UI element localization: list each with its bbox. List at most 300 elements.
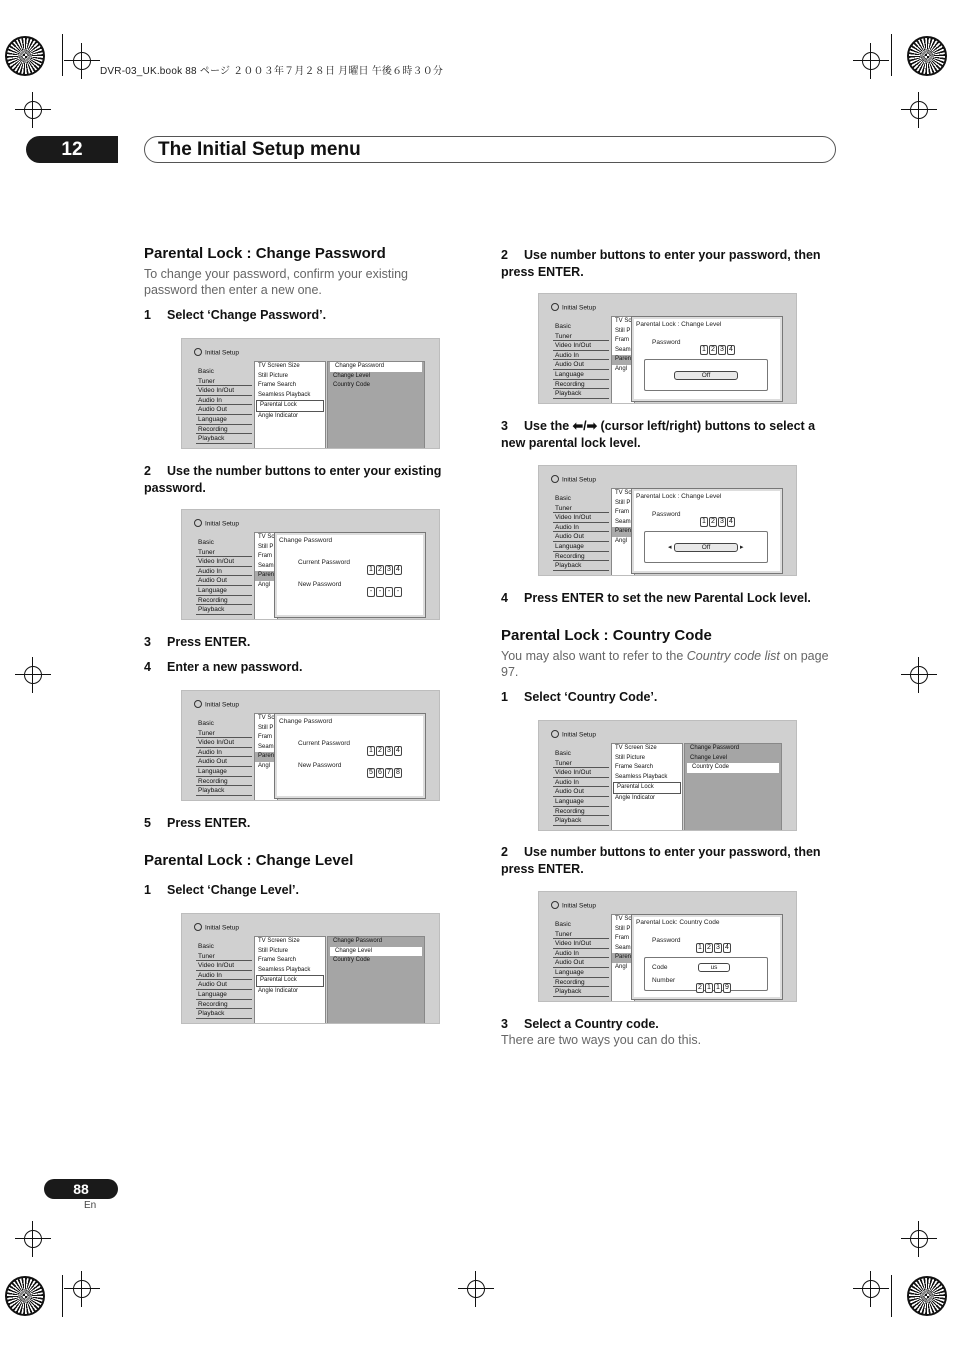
option-selected[interactable]: Country Code [687, 763, 779, 773]
step-1-country-code [501, 689, 657, 706]
submenu-item[interactable]: Still P [615, 925, 631, 932]
current-password-label: Current Password [298, 559, 351, 566]
submenu-item[interactable]: Fram [258, 734, 272, 741]
step-1-change-level [144, 882, 299, 899]
intro-text: You may also want to refer to the [501, 649, 687, 663]
osd-submenu [254, 361, 326, 449]
menu-item[interactable]: Audio Out [553, 532, 609, 542]
setup-icon [194, 519, 202, 527]
step-text: Use number buttons to enter your password, then press ENTER. [501, 248, 821, 279]
menu-item[interactable]: Audio Out [553, 787, 609, 797]
option-item[interactable]: Change Level [333, 372, 371, 379]
menu-item[interactable]: Basic [198, 368, 214, 375]
menu-item[interactable]: Tuner [196, 729, 252, 739]
submenu-item[interactable]: Still P [258, 543, 274, 550]
number-digits[interactable] [696, 976, 732, 994]
digit: 3 [714, 943, 722, 953]
crosshair-mark [24, 666, 42, 684]
submenu-item-selected[interactable]: Paren [612, 527, 634, 537]
menu-item[interactable]: Video In/Out [196, 386, 252, 396]
osd-main-menu [196, 538, 252, 615]
step-4-change-level [501, 590, 841, 607]
step-number: 3 [501, 419, 508, 433]
digit: 3 [718, 517, 726, 527]
menu-item[interactable]: Basic [555, 750, 571, 757]
osd-title-text: Initial Setup [205, 349, 239, 357]
submenu-item[interactable]: TV Sc [615, 318, 632, 324]
menu-item[interactable]: Tuner [553, 332, 609, 342]
step-text: Use the number buttons to enter your existing password. [144, 464, 442, 495]
menu-item[interactable]: Audio In [196, 748, 252, 758]
crop-mark [62, 1275, 63, 1317]
level-selector[interactable]: Off [674, 543, 738, 552]
submenu-item[interactable]: Still P [615, 327, 631, 334]
osd-title-text: Initial Setup [562, 304, 596, 312]
crosshair-mark [910, 101, 928, 119]
menu-item[interactable]: Recording [196, 777, 252, 787]
submenu-item[interactable]: Seam [615, 944, 631, 951]
menu-item[interactable]: Recording [553, 978, 609, 988]
setup-icon [551, 730, 559, 738]
dialog-title: Parental Lock : Change Level [636, 321, 722, 328]
new-password-digits[interactable] [367, 580, 403, 598]
osd-main-menu [553, 494, 609, 571]
digit: 1 [714, 983, 722, 993]
crop-mark [62, 34, 63, 76]
crop-mark [891, 1275, 892, 1317]
new-password-digits[interactable] [367, 761, 403, 779]
registration-sun-bottom-left [5, 1276, 45, 1316]
digit: 1 [700, 517, 708, 527]
crosshair-mark [910, 666, 928, 684]
current-password-digits[interactable] [367, 739, 403, 757]
option-selected[interactable]: Change Password [330, 362, 422, 372]
step-5-change-password [144, 815, 250, 832]
change-level-dialog [631, 316, 783, 402]
digit: 3 [718, 345, 726, 355]
submenu-item[interactable]: Still P [258, 724, 274, 731]
step-number: 3 [144, 635, 151, 649]
digit: 4 [394, 565, 402, 575]
password-label: Password [652, 511, 681, 518]
intro-change-password: To change your password, confirm your existing password then enter a new one. [144, 267, 409, 297]
menu-item[interactable]: Audio In [553, 351, 609, 361]
osd-country-code-dialog [538, 891, 797, 1002]
step-text: Select ‘Change Password’. [167, 308, 327, 322]
menu-item[interactable]: Recording [196, 425, 252, 435]
registration-sun-top-left [5, 36, 45, 76]
submenu-item[interactable]: Frame Search [615, 764, 654, 771]
crosshair-mark [73, 1280, 91, 1298]
step-text: Press ENTER to set the new Parental Lock level. [524, 591, 811, 605]
menu-item[interactable]: Audio In [196, 971, 252, 981]
digit: 1 [700, 345, 708, 355]
heading-country-code: Parental Lock : Country Code [501, 627, 712, 644]
menu-item[interactable]: Tuner [553, 930, 609, 940]
menu-item[interactable]: Video In/Out [553, 513, 609, 523]
menu-item[interactable]: Recording [196, 596, 252, 606]
step-1-change-password [144, 307, 474, 324]
current-password-label: Current Password [298, 740, 351, 747]
osd-title [551, 902, 596, 910]
digit: 1 [696, 943, 704, 953]
menu-item[interactable]: Audio In [196, 396, 252, 406]
osd-title [194, 924, 239, 932]
submenu-item[interactable]: Angl [615, 365, 628, 372]
submenu-item[interactable]: Still Picture [615, 754, 646, 761]
osd-title [551, 304, 596, 312]
setup-icon [194, 923, 202, 931]
dialog-title: Parental Lock : Change Level [636, 493, 722, 500]
code-label: Code [652, 964, 668, 971]
menu-item[interactable]: Video In/Out [196, 961, 252, 971]
menu-item[interactable]: Playback [553, 389, 609, 399]
step-number: 2 [501, 845, 508, 859]
digit: - [385, 587, 393, 597]
digit: 4 [394, 746, 402, 756]
menu-item[interactable]: Audio In [553, 949, 609, 959]
digit: - [367, 587, 375, 597]
osd-main-menu [553, 322, 609, 399]
menu-item[interactable]: Basic [198, 720, 214, 727]
setup-icon [194, 348, 202, 356]
chapter-title: The Initial Setup menu [158, 139, 361, 160]
menu-item[interactable]: Video In/Out [553, 768, 609, 778]
step-3-country-code [501, 1016, 659, 1033]
password-digits[interactable] [700, 338, 736, 356]
digit: 2 [709, 345, 717, 355]
osd-title-text: Initial Setup [205, 520, 239, 528]
menu-item[interactable]: Language [196, 767, 252, 777]
step-number: 5 [144, 816, 151, 830]
new-password-label: New Password [298, 581, 342, 588]
submenu-item[interactable]: Angl [258, 581, 271, 588]
step-3-change-password [144, 634, 250, 651]
level-selector[interactable]: Off [674, 371, 738, 380]
option-item[interactable]: Change Password [333, 938, 383, 944]
step-number: 2 [501, 248, 508, 262]
submenu-item[interactable]: Fram [615, 337, 629, 344]
submenu-item[interactable]: Still P [615, 499, 631, 506]
heading-change-level: Parental Lock : Change Level [144, 852, 354, 869]
step-number: 1 [144, 883, 151, 897]
change-level-dialog [631, 488, 783, 574]
digit: 3 [385, 746, 393, 756]
menu-item[interactable]: Recording [196, 1000, 252, 1010]
menu-item[interactable]: Video In/Out [196, 738, 252, 748]
step-number: 1 [144, 308, 151, 322]
menu-item[interactable]: Tuner [196, 377, 252, 387]
menu-item[interactable]: Playback [553, 816, 609, 826]
print-header: DVR-03_UK.book 88 ページ ２００３年７月２８日 月曜日 午後６時３０分 [100, 66, 444, 77]
osd-options [327, 936, 425, 1024]
menu-item[interactable]: Basic [555, 495, 571, 502]
menu-item[interactable]: Tuner [553, 504, 609, 514]
submenu-item-selected[interactable]: Paren [612, 953, 634, 963]
step-number: 1 [501, 690, 508, 704]
submenu-item[interactable]: TV Sc [258, 715, 275, 721]
menu-item[interactable]: Audio Out [553, 958, 609, 968]
osd-select-country-code [538, 720, 797, 831]
number-label: Number [652, 977, 676, 984]
step-number: 2 [144, 464, 151, 478]
registration-sun-top-right [907, 36, 947, 76]
menu-item[interactable]: Language [196, 990, 252, 1000]
digit: 5 [367, 768, 375, 778]
submenu-item[interactable]: Seamless Playback [615, 773, 668, 780]
osd-title [194, 520, 239, 528]
submenu-item[interactable]: TV Sc [258, 534, 275, 540]
submenu-item[interactable]: TV Sc [615, 490, 632, 496]
submenu-item[interactable]: Seamless Playback [258, 391, 311, 398]
step-text: Enter a new password. [167, 660, 303, 674]
country-code-dialog [631, 914, 783, 1000]
step-number: 4 [501, 591, 508, 605]
osd-main-menu [196, 942, 252, 1019]
digit: 1 [367, 565, 375, 575]
menu-item[interactable]: Recording [553, 380, 609, 390]
arrow-right-icon[interactable]: ▸ [740, 544, 744, 551]
menu-item[interactable]: Playback [196, 1009, 252, 1019]
submenu-item[interactable]: Angl [615, 963, 628, 970]
submenu-item-selected[interactable]: Paren [255, 571, 277, 581]
menu-item[interactable]: Audio Out [553, 360, 609, 370]
menu-item[interactable]: Basic [555, 921, 571, 928]
submenu-item[interactable]: Seam [615, 346, 631, 353]
step-text: Press ENTER. [167, 816, 251, 830]
osd-title [194, 349, 239, 357]
digit: 4 [727, 345, 735, 355]
osd-main-menu [196, 719, 252, 796]
submenu-item[interactable]: TV Sc [615, 916, 632, 922]
dialog-title: Change Password [279, 537, 333, 544]
osd-title [194, 701, 239, 709]
submenu-item[interactable]: Seam [615, 518, 631, 525]
digit: 6 [376, 768, 384, 778]
osd-submenu [254, 936, 326, 1024]
step-2-country-code [501, 844, 831, 877]
digit: 7 [385, 768, 393, 778]
dialog-title: Parental Lock: Country Code [636, 919, 720, 926]
step-3-change-level [501, 418, 841, 451]
step-text: Use the ⬅/➡ (cursor left/right) buttons to select a new parental lock level. [501, 419, 816, 450]
option-item[interactable]: Change Level [690, 754, 728, 761]
digit: - [394, 587, 402, 597]
menu-item[interactable]: Playback [196, 605, 252, 615]
setup-icon [194, 700, 202, 708]
menu-item[interactable]: Playback [196, 786, 252, 796]
change-password-dialog [274, 532, 426, 618]
submenu-item[interactable]: Angle Indicator [258, 987, 299, 994]
step-text: Select ‘Change Level’. [167, 883, 299, 897]
password-label: Password [652, 339, 681, 346]
page-number: 88 [73, 1181, 89, 1197]
step-text: Press ENTER. [167, 635, 251, 649]
crosshair-mark [24, 101, 42, 119]
menu-item[interactable]: Audio Out [196, 980, 252, 990]
osd-change-level-dialog [538, 293, 797, 404]
digit: 2 [376, 746, 384, 756]
menu-item[interactable]: Language [196, 415, 252, 425]
submenu-item-selected[interactable]: Paren [612, 355, 634, 365]
submenu-item[interactable]: Fram [615, 509, 629, 516]
setup-icon [551, 303, 559, 311]
osd-main-menu [196, 367, 252, 444]
digit: 8 [394, 768, 402, 778]
submenu-item[interactable]: Angle Indicator [258, 412, 299, 419]
submenu-item[interactable]: Seam [258, 562, 274, 569]
step-number: 3 [501, 1017, 508, 1031]
menu-item[interactable]: Language [553, 797, 609, 807]
crosshair-mark [910, 1230, 928, 1248]
menu-item[interactable]: Basic [198, 539, 214, 546]
current-password-digits[interactable] [367, 558, 403, 576]
language-code: En [84, 1200, 97, 1211]
menu-item[interactable]: Audio In [553, 523, 609, 533]
digit: 2 [709, 517, 717, 527]
menu-item[interactable]: Language [196, 586, 252, 596]
change-password-dialog [274, 713, 426, 799]
osd-title [551, 731, 596, 739]
submenu-item-selected[interactable]: Parental Lock [256, 975, 324, 987]
step-text: Select a Country code. [524, 1017, 659, 1031]
osd-change-password-dialog [181, 509, 440, 620]
digit: 2 [705, 943, 713, 953]
menu-item[interactable]: Playback [553, 987, 609, 997]
code-value[interactable]: us [698, 963, 730, 972]
digit: - [376, 587, 384, 597]
crop-mark [891, 34, 892, 76]
option-item[interactable]: Country Code [333, 382, 371, 389]
osd-main-menu [553, 920, 609, 997]
menu-item[interactable]: Tuner [553, 759, 609, 769]
digit: 1 [705, 983, 713, 993]
osd-title-text: Initial Setup [562, 902, 596, 910]
menu-item[interactable]: Video In/Out [196, 557, 252, 567]
osd-submenu [611, 743, 683, 831]
osd-main-menu [553, 749, 609, 826]
osd-title-text: Initial Setup [205, 924, 239, 932]
submenu-item[interactable]: Angl [258, 762, 271, 769]
digit: 4 [727, 517, 735, 527]
menu-item[interactable]: Audio Out [196, 576, 252, 586]
menu-item[interactable]: Video In/Out [553, 939, 609, 949]
step-text: Select ‘Country Code’. [524, 690, 658, 704]
digit: 3 [385, 565, 393, 575]
osd-title-text: Initial Setup [562, 476, 596, 484]
osd-select-change-level [181, 913, 440, 1024]
digit: 9 [723, 983, 731, 993]
note-country-code: There are two ways you can do this. [501, 1033, 702, 1047]
osd-options [327, 361, 425, 449]
menu-item[interactable]: Audio In [553, 778, 609, 788]
menu-item[interactable]: Video In/Out [553, 341, 609, 351]
menu-item[interactable]: Tuner [196, 548, 252, 558]
submenu-item[interactable]: Seamless Playback [258, 966, 311, 973]
digit: 2 [696, 983, 704, 993]
step-2-change-password [144, 463, 474, 496]
submenu-item[interactable]: TV Screen Size [258, 363, 300, 369]
arrow-left-icon[interactable]: ◂ [668, 544, 672, 551]
menu-item[interactable]: Playback [196, 434, 252, 444]
submenu-item-selected[interactable]: Paren [255, 752, 277, 762]
password-label: Password [652, 937, 681, 944]
submenu-item[interactable]: Seam [258, 743, 274, 750]
submenu-item[interactable]: Frame Search [258, 957, 297, 964]
menu-item[interactable]: Language [553, 370, 609, 380]
menu-item[interactable]: Audio Out [196, 757, 252, 767]
option-selected[interactable]: Change Level [330, 947, 422, 957]
crosshair-mark [862, 1280, 880, 1298]
setup-icon [551, 475, 559, 483]
menu-item[interactable]: Playback [553, 561, 609, 571]
crosshair-mark [467, 1280, 485, 1298]
intro-country-code [501, 648, 831, 680]
intro-text: on page 97. [501, 649, 829, 679]
step-2-change-level [501, 247, 831, 280]
submenu-item[interactable]: Still Picture [258, 372, 289, 379]
submenu-item[interactable]: TV Screen Size [615, 745, 657, 751]
digit: 2 [376, 565, 384, 575]
osd-change-password-new-entered [181, 690, 440, 801]
menu-item[interactable]: Basic [555, 323, 571, 330]
setup-icon [551, 901, 559, 909]
submenu-item[interactable]: Frame Search [258, 382, 297, 389]
menu-item[interactable]: Language [553, 968, 609, 978]
menu-item[interactable]: Tuner [196, 952, 252, 962]
step-text: Use number buttons to enter your password, then press ENTER. [501, 845, 821, 876]
crosshair-mark [862, 52, 880, 70]
submenu-item[interactable]: Angle Indicator [615, 794, 656, 801]
osd-title-text: Initial Setup [562, 731, 596, 739]
option-item[interactable]: Change Password [690, 745, 740, 751]
menu-item[interactable]: Recording [553, 807, 609, 817]
osd-change-level-arrows [538, 465, 797, 576]
submenu-item[interactable]: Still Picture [258, 947, 289, 954]
registration-sun-bottom-right [907, 1276, 947, 1316]
submenu-item[interactable]: Fram [258, 553, 272, 560]
osd-title [551, 476, 596, 484]
submenu-item-selected[interactable]: Parental Lock [256, 400, 324, 412]
option-item[interactable]: Country Code [333, 957, 371, 964]
osd-select-change-password [181, 338, 440, 449]
password-digits[interactable] [696, 936, 732, 954]
dialog-title: Change Password [279, 718, 333, 725]
digit: 1 [367, 746, 375, 756]
crosshair-mark [24, 1230, 42, 1248]
menu-item[interactable]: Audio In [196, 567, 252, 577]
menu-item[interactable]: Basic [198, 943, 214, 950]
crosshair-mark [73, 52, 91, 70]
menu-item[interactable]: Audio Out [196, 405, 252, 415]
osd-title-text: Initial Setup [205, 701, 239, 709]
submenu-item[interactable]: Angl [615, 537, 628, 544]
step-4-change-password [144, 659, 302, 676]
submenu-item[interactable]: Fram [615, 935, 629, 942]
menu-item[interactable]: Language [553, 542, 609, 552]
password-digits[interactable] [700, 510, 736, 528]
digit: 4 [723, 943, 731, 953]
submenu-item[interactable]: TV Screen Size [258, 938, 300, 944]
heading-change-password: Parental Lock : Change Password [144, 245, 386, 262]
menu-item[interactable]: Recording [553, 552, 609, 562]
country-code-list-reference: Country code list [686, 649, 780, 663]
osd-options [684, 743, 782, 831]
new-password-label: New Password [298, 762, 342, 769]
submenu-item-selected[interactable]: Parental Lock [613, 782, 681, 794]
step-number: 4 [144, 660, 151, 674]
chapter-number: 12 [61, 139, 83, 160]
